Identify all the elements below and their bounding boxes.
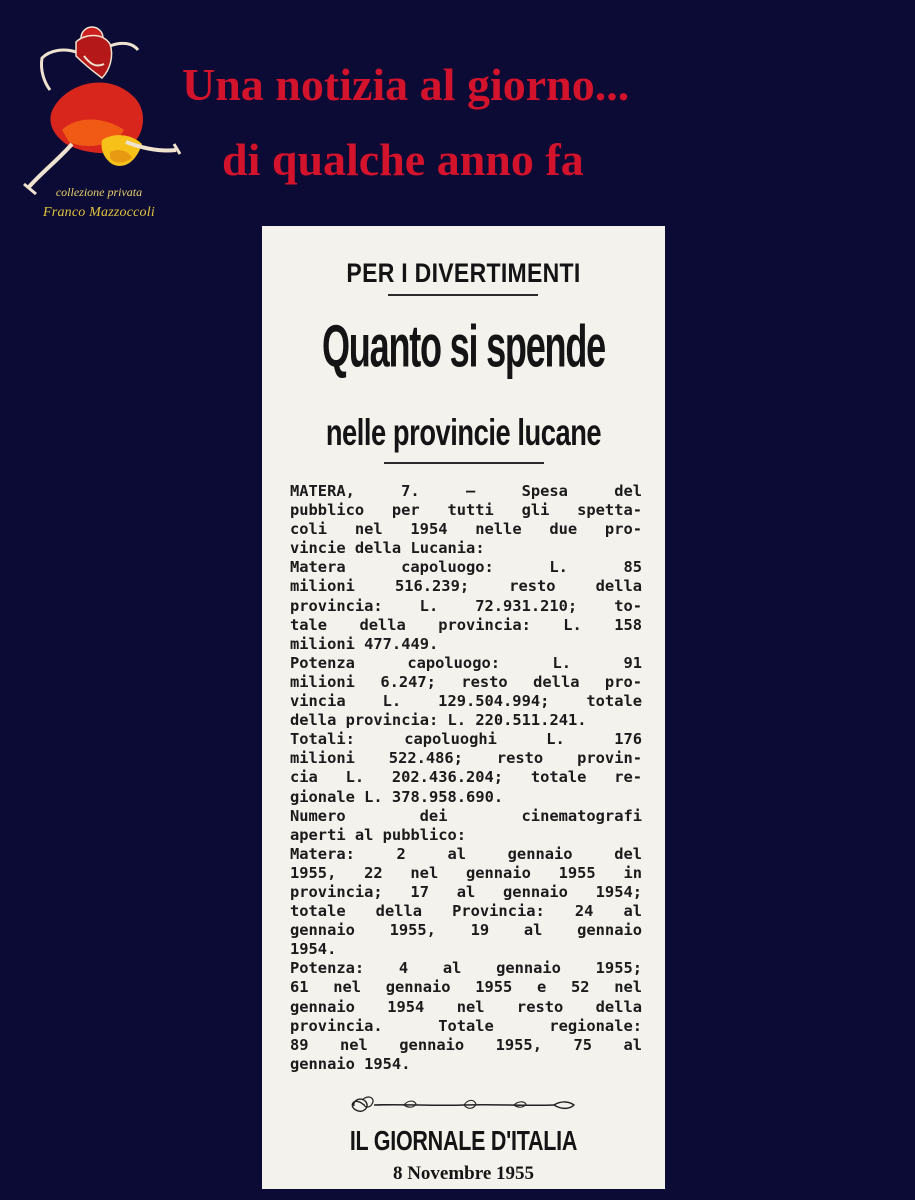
article-line: della provincia: L. 220.511.241. bbox=[290, 711, 587, 730]
article-line: 61 nel gennaio 1955 e 52 nel bbox=[290, 978, 642, 997]
article-line: pubblico per tutti gli spetta- bbox=[290, 501, 642, 520]
dancer-figure-icon bbox=[14, 12, 184, 197]
publication-date: 8 Novembre 1955 bbox=[392, 1163, 535, 1184]
article-body bbox=[290, 482, 642, 1074]
article-line: milioni 522.486; resto provin- bbox=[290, 749, 642, 768]
article-line: Matera: 2 al gennaio del bbox=[290, 844, 642, 863]
article-line: provincia: L. 72.931.210; to- bbox=[290, 596, 642, 615]
article-line: aperti al pubblico: bbox=[290, 825, 467, 844]
article-line: milioni 6.247; resto della pro- bbox=[290, 672, 642, 691]
article-line: Potenza capoluogo: L. 91 bbox=[290, 653, 642, 672]
article-line: provincia; 17 al gennaio 1954; bbox=[290, 882, 642, 901]
article-line: gennaio 1954. bbox=[290, 1054, 411, 1073]
article-line: milioni 477.449. bbox=[290, 634, 439, 653]
clipping-kicker: PER I DIVERTIMENTI bbox=[346, 257, 581, 288]
article-line: milioni 516.239; resto della bbox=[290, 577, 642, 596]
article-line: cia L. 202.436.204; totale re- bbox=[290, 768, 642, 787]
newspaper-clipping bbox=[262, 226, 665, 1189]
article-line: 89 nel gennaio 1955, 75 al bbox=[290, 1035, 642, 1054]
logo-caption-owner: Franco Mazzoccoli bbox=[43, 205, 155, 220]
headline-line-2: di qualche anno fa bbox=[222, 134, 584, 185]
article-line: 1954. bbox=[290, 940, 337, 959]
article-line: Potenza: 4 al gennaio 1955; bbox=[290, 959, 642, 978]
article-line: provincia. Totale regionale: bbox=[290, 1016, 642, 1035]
article-line: gionale L. 378.958.690. bbox=[290, 787, 504, 806]
article-line: tale della provincia: L. 158 bbox=[290, 615, 642, 634]
article-line: gennaio 1954 nel resto della bbox=[290, 997, 642, 1016]
kicker-divider bbox=[388, 294, 538, 296]
article-line: Matera capoluogo: L. 85 bbox=[290, 558, 642, 577]
clipping-title: Quanto si spende bbox=[321, 313, 606, 381]
logo-caption-collection: collezione privata bbox=[55, 185, 143, 199]
article-line: coli nel 1954 nelle due pro- bbox=[290, 520, 642, 539]
collection-logo bbox=[14, 12, 184, 227]
article-line: MATERA, 7. — Spesa del bbox=[290, 482, 642, 500]
article-line: 1955, 22 nel gennaio 1955 in bbox=[290, 863, 642, 882]
article-line: totale della Provincia: 24 al bbox=[290, 902, 642, 921]
newspaper-masthead: IL GIORNALE D'ITALIA bbox=[349, 1125, 578, 1157]
article-line: vincia L. 129.504.994; totale bbox=[290, 692, 642, 711]
article-line: Totali: capoluoghi L. 176 bbox=[290, 730, 642, 749]
article-line: gennaio 1955, 19 al gennaio bbox=[290, 921, 642, 940]
subtitle-divider bbox=[384, 462, 544, 464]
clipping-subtitle: nelle provincie lucane bbox=[325, 411, 602, 454]
article-line: vincie della Lucania: bbox=[290, 539, 485, 558]
article-line: Numero dei cinematografi bbox=[290, 806, 642, 825]
floral-divider-icon bbox=[344, 1092, 584, 1118]
headline-line-1: Una notizia al giorno... bbox=[182, 59, 630, 110]
